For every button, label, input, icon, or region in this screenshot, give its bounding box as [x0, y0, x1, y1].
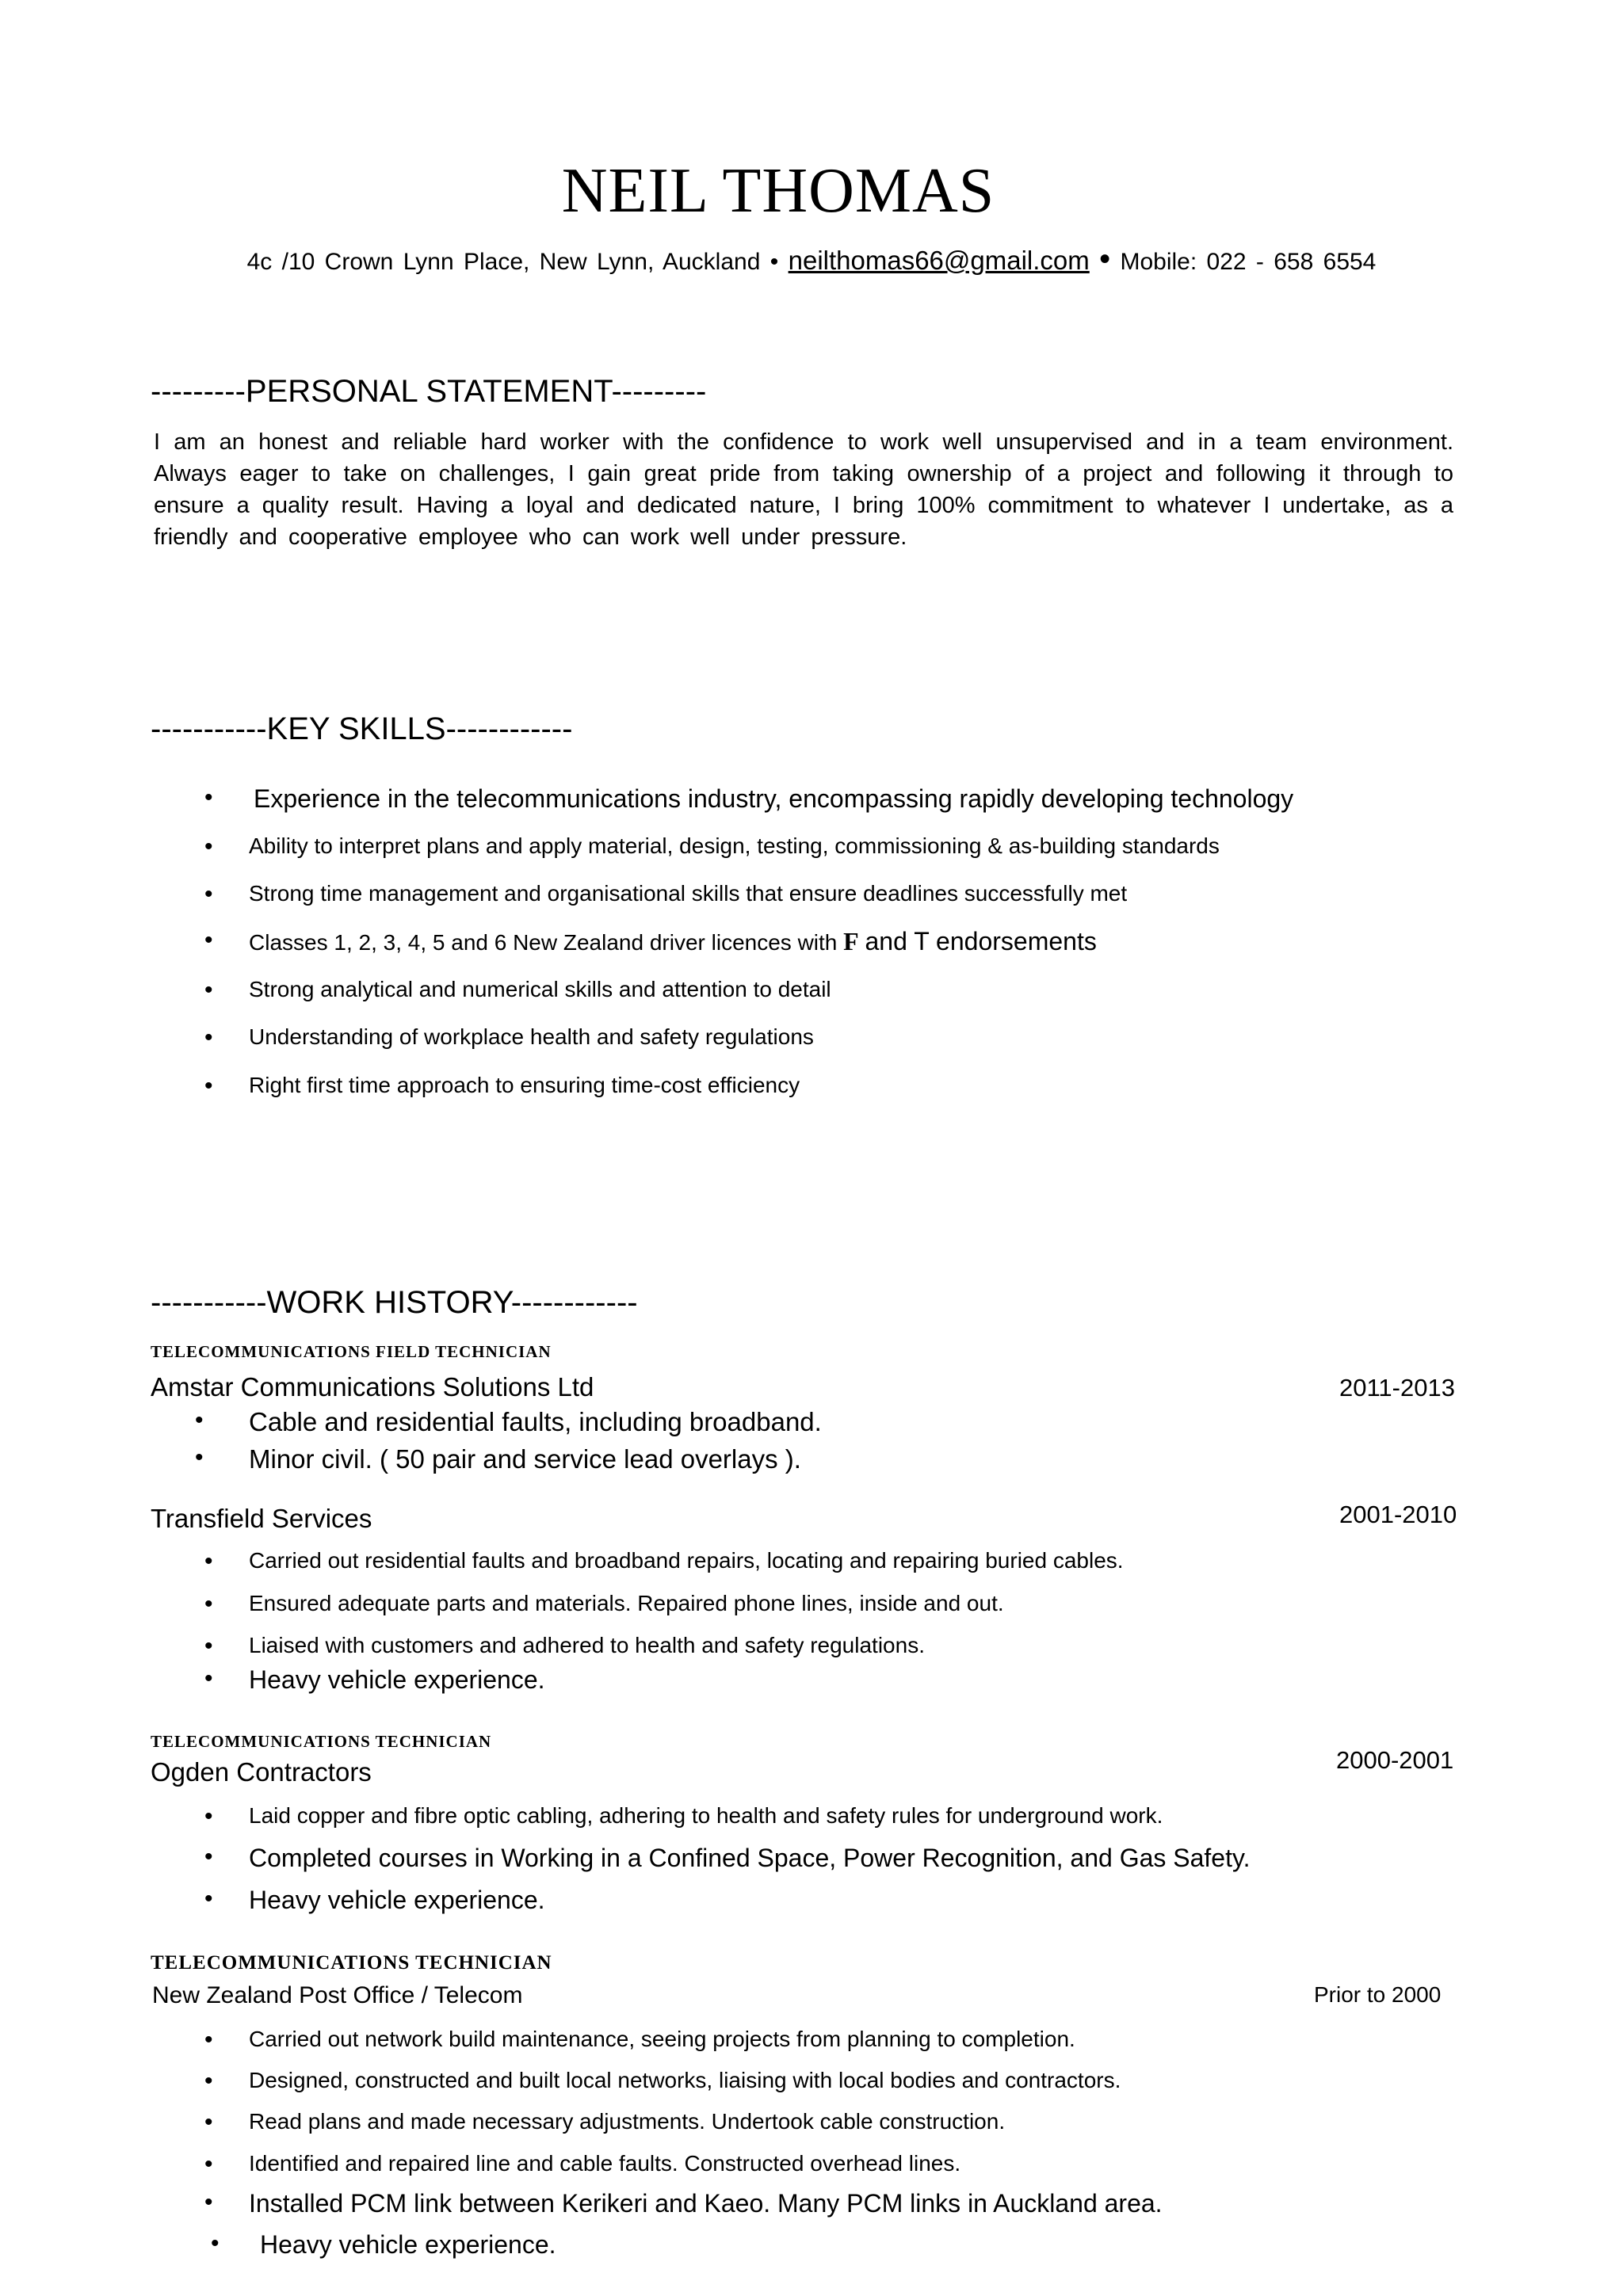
contact-line: [0, 242, 1623, 277]
bullet-icon: •: [204, 1024, 213, 1051]
mobile-number: Mobile: 022 - 658 6554: [1120, 249, 1377, 275]
company-name: New Zealand Post Office / Telecom: [152, 1982, 523, 2008]
bullet-icon: •: [204, 784, 213, 810]
bullet-icon: •: [204, 2151, 213, 2177]
bullet-icon: •: [204, 2189, 213, 2215]
bullet-icon: •: [204, 1803, 213, 1829]
company-name: Ogden Contractors: [151, 1757, 372, 1787]
bullet-icon: •: [204, 1591, 213, 1617]
personal-statement-heading: ---------PERSONAL STATEMENT---------: [151, 374, 707, 409]
job-title: TELECOMMUNICATIONS FIELD TECHNICIAN: [151, 1342, 552, 1361]
bullet-icon: •: [195, 1407, 204, 1433]
bullet-icon: •: [204, 927, 213, 953]
job-dates: 2000-2001: [1336, 1746, 1454, 1774]
bullet-icon: •: [204, 1844, 213, 1870]
key-skills-heading: -----------KEY SKILLS------------: [151, 711, 573, 746]
company-name: Amstar Communications Solutions Ltd: [151, 1372, 594, 1402]
bullet-icon: •: [204, 881, 213, 907]
bullet-icon: •: [211, 2230, 220, 2256]
bullet-icon: •: [204, 1665, 213, 1691]
separator-bullet: •: [1099, 242, 1111, 277]
bullet-icon: •: [195, 1444, 204, 1470]
email-link[interactable]: neilthomas66@gmail.com: [788, 246, 1090, 275]
bullet-icon: •: [204, 2027, 213, 2053]
bullet-icon: •: [204, 1548, 213, 1574]
job-dates: 2011-2013: [1339, 1374, 1455, 1402]
personal-statement-text: I am an honest and reliable hard worker with the confidence to work well unsupervised and in a team environment. Always eager to take on challenges, I gain great pride from taking ownership of a project and following it through to ensure a quality result. Having a loyal and dedicated nature, I bring 100% commitment to whatever I undertake, as a friendly and cooperative employee who can work well under pressure.: [154, 429, 1453, 550]
job-title: TELECOMMUNICATIONS TECHNICIAN: [151, 1732, 492, 1751]
address: 4c /10 Crown Lynn Place, New Lynn, Auckland: [246, 249, 761, 275]
work-history-heading: -----------WORK HISTORY------------: [151, 1285, 638, 1320]
job-title: TELECOMMUNICATIONS TECHNICIAN: [151, 1952, 552, 1974]
resume-name: NEIL THOMAS: [561, 156, 995, 226]
bullet-icon: •: [204, 833, 213, 860]
job-dates: Prior to 2000: [1314, 1982, 1442, 2007]
separator-bullet: •: [769, 249, 779, 275]
bullet-icon: •: [204, 1886, 213, 1912]
bullet-icon: •: [204, 977, 213, 1003]
bullet-icon: •: [204, 2068, 213, 2094]
job-dates: 2001-2010: [1339, 1501, 1457, 1528]
company-name: Transfield Services: [151, 1504, 372, 1533]
bullet-icon: •: [204, 2109, 213, 2135]
bullet-icon: •: [204, 1633, 213, 1659]
bullet-icon: •: [204, 1073, 213, 1099]
